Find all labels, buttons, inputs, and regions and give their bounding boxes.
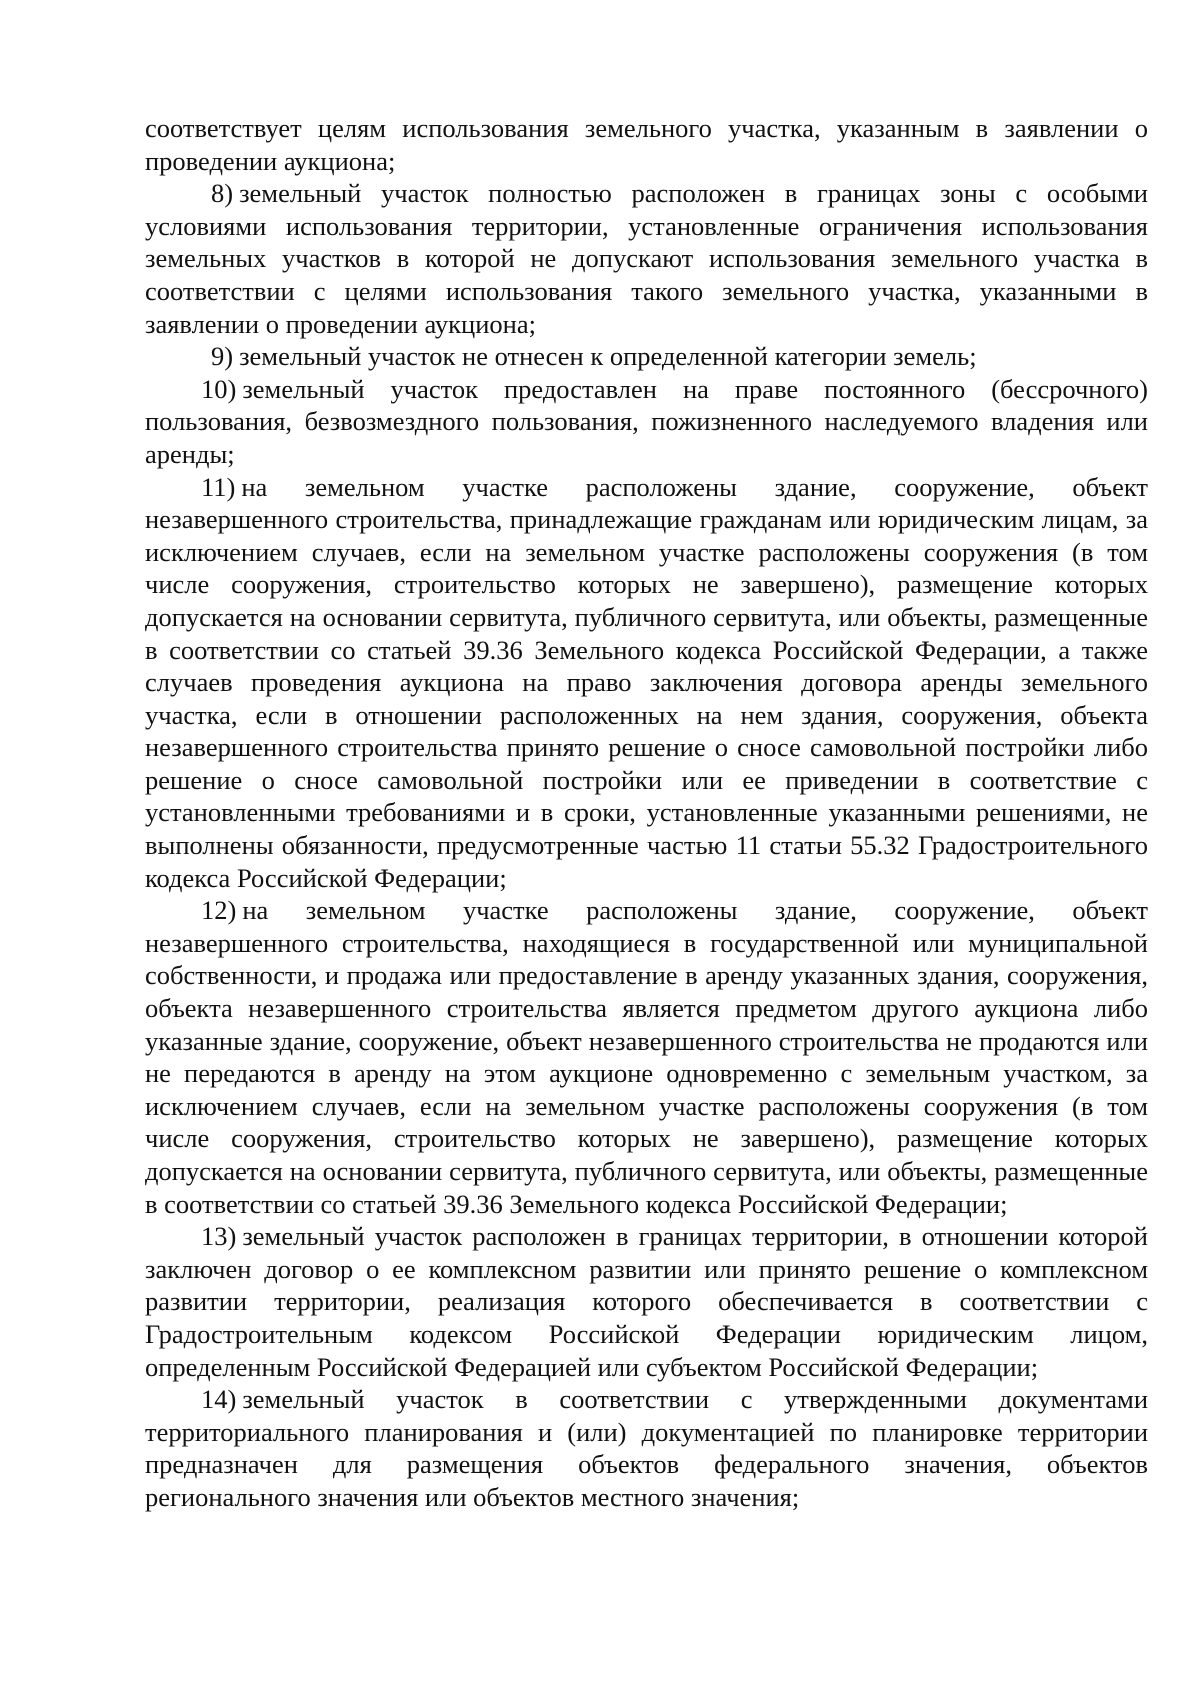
document-page: [145, 112, 1148, 1514]
paragraph-text: земельный участок в соответствии с утвержденными документами территориального планирования и (или) документацией по планировке территории предназначен для размещения объектов федерального значения, объектов регионального значения или объектов местного значения;: [145, 1384, 1148, 1512]
paragraph-item-12: [145, 894, 1148, 1220]
paragraph-item-13: [145, 1220, 1148, 1383]
paragraph-item-10: [145, 373, 1148, 471]
paragraph-item-8: [145, 177, 1148, 340]
item-number: 13): [201, 1221, 237, 1252]
paragraph-text: земельный участок расположен в границах территории, в отношении которой заключен договор о ее комплексном развитии или принято решение о комплексном развитии территории, реализация которого обеспечивается в соответствии с Градостроительным кодексом Российской Федерации юридическим лицом, определенным Российской Федерацией или субъектом Российской Федерации;: [145, 1221, 1148, 1382]
paragraph-text: земельный участок полностью расположен в границах зоны с особыми условиями использования территории, установленные ограничения использования земельных участков в которой не допускают использования земельного участка в соответствии с целями использования такого земельного участка, указанными в заявлении о проведении аукциона;: [145, 178, 1148, 339]
paragraph-text: на земельном участке расположены здание, сооружение, объект незавершенного строительства, находящиеся в государственной или муниципальной собственности, и продажа или предоставление в аренду указанных здания, сооружения, объекта незавершенного строительства является предметом другого аукциона либо указанные здание, сооружение, объект незавершенного строительства не продаются или не передаются в аренду на этом аукционе одновременно с земельным участком, за исключением случаев, если на земельном участке расположены сооружения (в том числе сооружения, строительство которых не завершено), размещение которых допускается на основании сервитута, публичного сервитута, или объекты, размещенные в соответствии со статьей 39.36 Земельного кодекса Российской Федерации;: [145, 895, 1148, 1219]
item-number: 12): [201, 895, 237, 926]
paragraph-text: на земельном участке расположены здание, сооружение, объект незавершенного строительства, принадлежащие гражданам или юридическим лицам, за исключением случаев, если на земельном участке расположены сооружения (в том числе сооружения, строительство которых не завершено), размещение которых допускается на основании сервитута, публичного сервитута, или объекты, размещенные в соответствии со статьей 39.36 Земельного кодекса Российской Федерации, а также случаев проведения аукциона на право заключения договора аренды земельного участка, если в отношении расположенных на нем здания, сооружения, объекта незавершенного строительства принято решение о сносе самовольной постройки либо решение о сносе самовольной постройки или ее приведении в соответствие с установленными требованиями и в сроки, установленные указанными решениями, не выполнены обязанности, предусмотренные частью 11 статьи 55.32 Градостроительного кодекса Российской Федерации;: [145, 471, 1148, 893]
paragraph-item-11: [145, 471, 1148, 895]
paragraph-text: соответствует целям использования земельного участка, указанным в заявлении о проведении аукциона;: [145, 113, 1148, 176]
item-number: 11): [201, 471, 236, 502]
item-number: 9): [211, 341, 234, 372]
paragraph-text: земельный участок не отнесен к определенной категории земель;: [239, 341, 977, 372]
paragraph-item-9: [145, 340, 1148, 373]
paragraph-item-14: [145, 1383, 1148, 1513]
paragraph-text: земельный участок предоставлен на праве постоянного (бессрочного) пользования, безвозмездного пользования, пожизненного наследуемого владения или аренды;: [145, 373, 1148, 469]
item-number: 8): [211, 178, 234, 209]
paragraph-7-continuation: [145, 112, 1148, 177]
item-number: 14): [201, 1384, 237, 1415]
item-number: 10): [201, 373, 237, 404]
